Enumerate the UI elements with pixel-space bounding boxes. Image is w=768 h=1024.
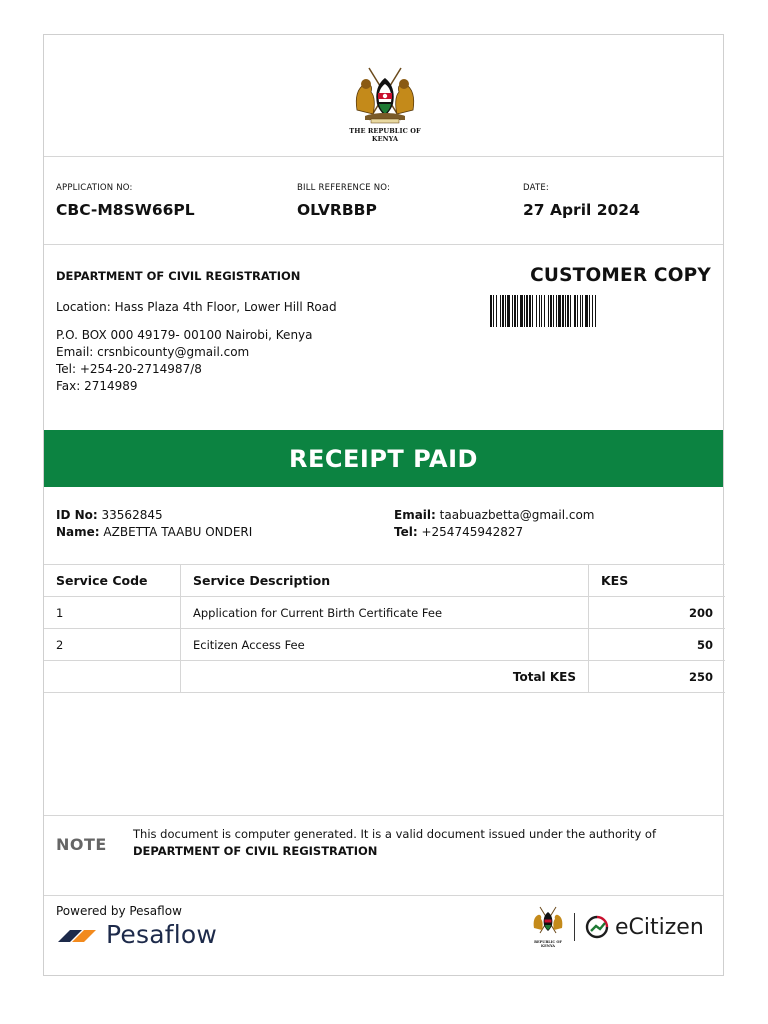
department-po-box: P.O. BOX 000 49179- 00100 Nairobi, Kenya xyxy=(56,328,313,342)
barcode-icon xyxy=(490,295,702,327)
total-value: 250 xyxy=(589,661,726,693)
pesaflow-wordmark: Pesaflow xyxy=(106,920,217,949)
row-code: 1 xyxy=(44,597,181,629)
row-description: Application for Current Birth Certificate Fee xyxy=(181,597,589,629)
ecitizen-wordmark: eCitizen xyxy=(615,914,704,940)
table-header-row xyxy=(44,565,725,597)
application-no-value: CBC-M8SW66PL xyxy=(56,201,195,219)
row-amount: 200 xyxy=(589,597,726,629)
note-body: This document is computer generated. It is a valid document issued under the authority of xyxy=(133,827,656,841)
powered-by-text: Powered by Pesaflow xyxy=(56,904,182,918)
receipt-document xyxy=(43,34,724,976)
application-no-label: APPLICATION NO: xyxy=(56,183,133,193)
header-service-description: Service Description xyxy=(181,565,589,597)
note-authority: DEPARTMENT OF CIVIL REGISTRATION xyxy=(133,844,378,858)
pesaflow-mark-icon xyxy=(56,924,98,946)
note-text xyxy=(133,826,693,860)
divider xyxy=(44,244,723,245)
customer-name xyxy=(56,524,252,541)
kenya-coat-of-arms xyxy=(340,66,430,143)
email-value: taabuazbetta@gmail.com xyxy=(439,508,595,522)
table-total-row xyxy=(44,661,725,693)
row-code: 2 xyxy=(44,629,181,661)
divider xyxy=(44,895,723,896)
tel-label: Tel: xyxy=(394,525,418,539)
department-email: Email: crsnbicounty@gmail.com xyxy=(56,345,250,359)
table-row xyxy=(44,629,725,661)
department-name: DEPARTMENT OF CIVIL REGISTRATION xyxy=(56,269,301,283)
row-amount: 50 xyxy=(589,629,726,661)
small-coat-of-arms-icon xyxy=(530,906,566,936)
department-tel: Tel: +254-20-2714987/8 xyxy=(56,362,202,376)
logo-divider xyxy=(574,913,575,941)
header-kes: KES xyxy=(589,565,726,597)
name-value: AZBETTA TAABU ONDERI xyxy=(103,525,253,539)
department-fax: Fax: 2714989 xyxy=(56,379,138,393)
id-label: ID No: xyxy=(56,508,98,522)
receipt-paid-banner xyxy=(44,430,723,487)
header-service-code: Service Code xyxy=(44,565,181,597)
table-row xyxy=(44,597,725,629)
row-description: Ecitizen Access Fee xyxy=(181,629,589,661)
total-label: Total KES xyxy=(181,661,589,693)
note-label: NOTE xyxy=(56,835,107,854)
id-value: 33562845 xyxy=(101,508,163,522)
customer-tel xyxy=(394,524,523,541)
ecitizen-mark-icon xyxy=(584,914,610,940)
small-crest xyxy=(528,906,568,948)
divider xyxy=(44,156,723,157)
ecitizen-logo-group xyxy=(528,906,704,948)
small-crest-caption: REPUBLIC OF KENYA xyxy=(534,940,562,948)
department-location: Location: Hass Plaza 4th Floor, Lower Hill Road xyxy=(56,300,337,314)
services-table xyxy=(44,564,725,693)
divider xyxy=(44,815,723,816)
date-value: 27 April 2024 xyxy=(523,201,640,219)
customer-copy-label: CUSTOMER COPY xyxy=(530,265,711,286)
customer-id xyxy=(56,507,163,524)
bill-reference-label: BILL REFERENCE NO: xyxy=(297,183,391,193)
coat-of-arms-icon xyxy=(351,66,419,126)
email-label: Email: xyxy=(394,508,436,522)
bill-reference-value: OLVRBBP xyxy=(297,201,377,219)
crest-caption: THE REPUBLIC OF KENYA xyxy=(349,127,421,143)
name-label: Name: xyxy=(56,525,100,539)
customer-email xyxy=(394,507,594,524)
receipt-paid-title: RECEIPT PAID xyxy=(289,444,478,473)
tel-value: +254745942827 xyxy=(421,525,524,539)
pesaflow-logo xyxy=(56,920,217,949)
date-label: DATE: xyxy=(523,183,549,193)
